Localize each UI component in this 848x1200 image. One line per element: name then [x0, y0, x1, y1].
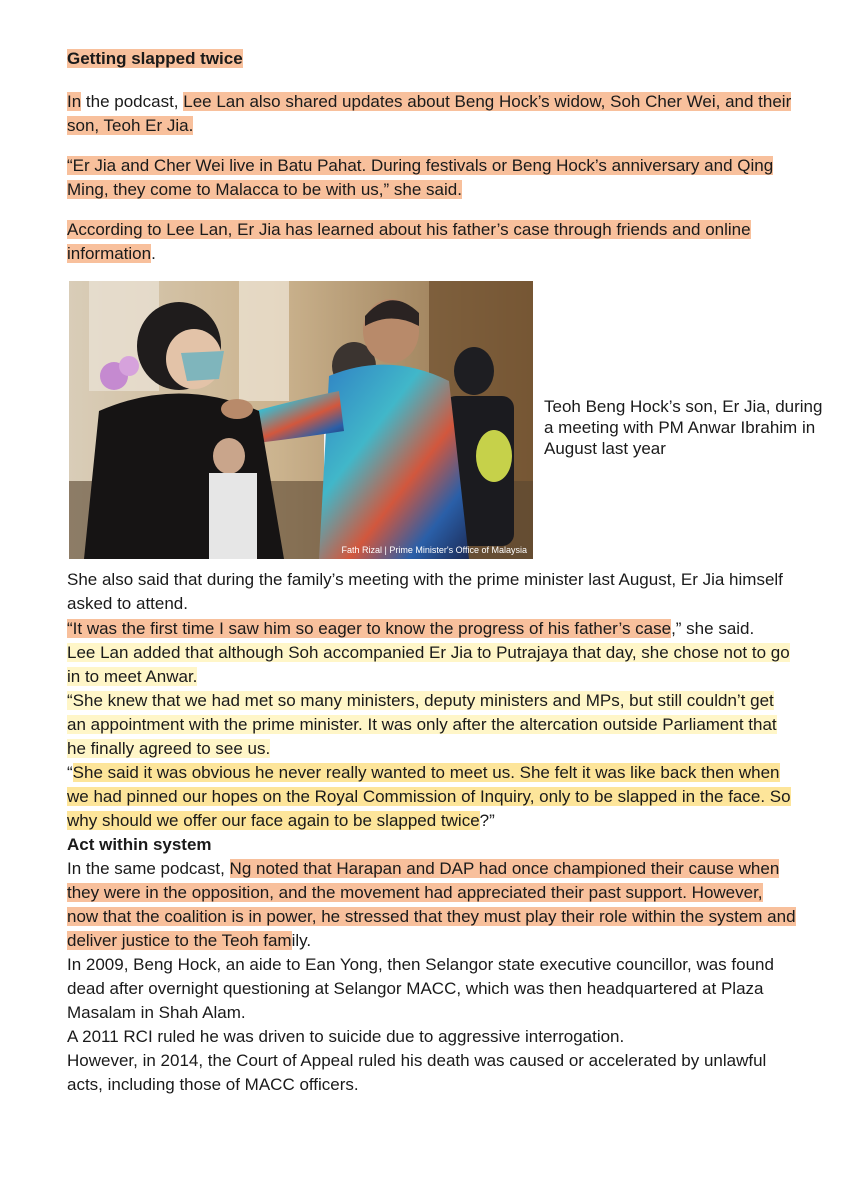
photo-caption: Teoh Beng Hock’s son, Er Jia, during a meeting with PM Anwar Ibrahim in August last year [544, 397, 823, 458]
plain-span: ily. [291, 931, 312, 950]
paragraph-podcast-updates [67, 90, 797, 138]
photo-illustration [69, 281, 533, 559]
paragraph-batu-pahat [67, 154, 797, 202]
paragraph-eager [67, 617, 797, 641]
paragraph-putrajaya [67, 641, 797, 689]
paragraph-slapped [67, 761, 797, 833]
paragraph-ministers [67, 689, 797, 761]
plain-span: “ [67, 763, 73, 782]
highlight-span: Lee Lan also shared updates about Beng Hock’s widow, Soh Cher Wei, and their son, Teoh Er Jia. [67, 92, 792, 135]
section-heading-slapped [67, 47, 797, 71]
plain-span: ?” [479, 811, 495, 830]
highlight-span: “She knew that we had met so many ministers, deputy ministers and MPs, but still couldn’t get an appointment with the prime minister. It was only after the altercation outside Parliament that he finally agreed to see us. [67, 691, 777, 758]
paragraph-2011-rci [67, 1025, 797, 1049]
news-photo [69, 281, 533, 559]
paragraph-er-jia-learned [67, 218, 797, 266]
heading-text: Getting slapped twice [67, 49, 243, 68]
plain-span: the podcast, [81, 92, 184, 111]
highlight-span: In [67, 92, 82, 111]
paragraph-2009 [67, 953, 797, 1025]
highlight-span: Ng noted that Harapan and DAP had once championed their cause when they were in the opposition, and the movement had appreciated their past support. However, now that the coalition is in power, he stressed that they must play their role within the system and deliver justice to the Teoh fam [67, 859, 796, 950]
photo-credit: Fath Rizal | Prime Minister's Office of Malaysia [341, 545, 527, 555]
plain-span: ,” she said. [671, 619, 755, 638]
highlight-span: Lee Lan added that although Soh accompanied Er Jia to Putrajaya that day, she chose not to go in to meet Anwar. [67, 643, 790, 686]
paragraph-harapan-dap [67, 857, 797, 953]
highlight-span: She said it was obvious he never really wanted to meet us. She felt it was like back then when we had pinned our hopes on the Royal Commission of Inquiry, only to be slapped in the face. So why should we offer our face again to be slapped twice [67, 763, 791, 830]
paragraph-family-meeting [67, 568, 797, 616]
paragraph-2014 [67, 1049, 797, 1097]
highlight-span: “It was the first time I saw him so eager to know the progress of his father’s case [67, 619, 672, 638]
highlight-span: According to Lee Lan, Er Jia has learned about his father’s case through friends and online information [67, 220, 751, 263]
plain-span: A 2011 RCI ruled he was driven to suicide due to aggressive interrogation. [67, 1027, 625, 1046]
highlight-span: “Er Jia and Cher Wei live in Batu Pahat. During festivals or Beng Hock’s anniversary and Qing Ming, they come to Malacca to be with us,” she said. [67, 156, 774, 199]
section-heading-act-within-system: Act within system [67, 835, 212, 854]
plain-span: . [151, 244, 156, 263]
plain-span: However, in 2014, the Court of Appeal ruled his death was caused or accelerated by unlawful acts, including those of MACC officers. [67, 1051, 767, 1094]
plain-span: In 2009, Beng Hock, an aide to Ean Yong, then Selangor state executive councillor, was found dead after overnight questioning at Selangor MACC, which was then headquartered at Plaza Masalam in Shah Alam. [67, 955, 774, 1022]
plain-span: In the same podcast, [67, 859, 230, 878]
plain-span: She also said that during the family’s meeting with the prime minister last August, Er Jia himself asked to attend. [67, 570, 783, 613]
